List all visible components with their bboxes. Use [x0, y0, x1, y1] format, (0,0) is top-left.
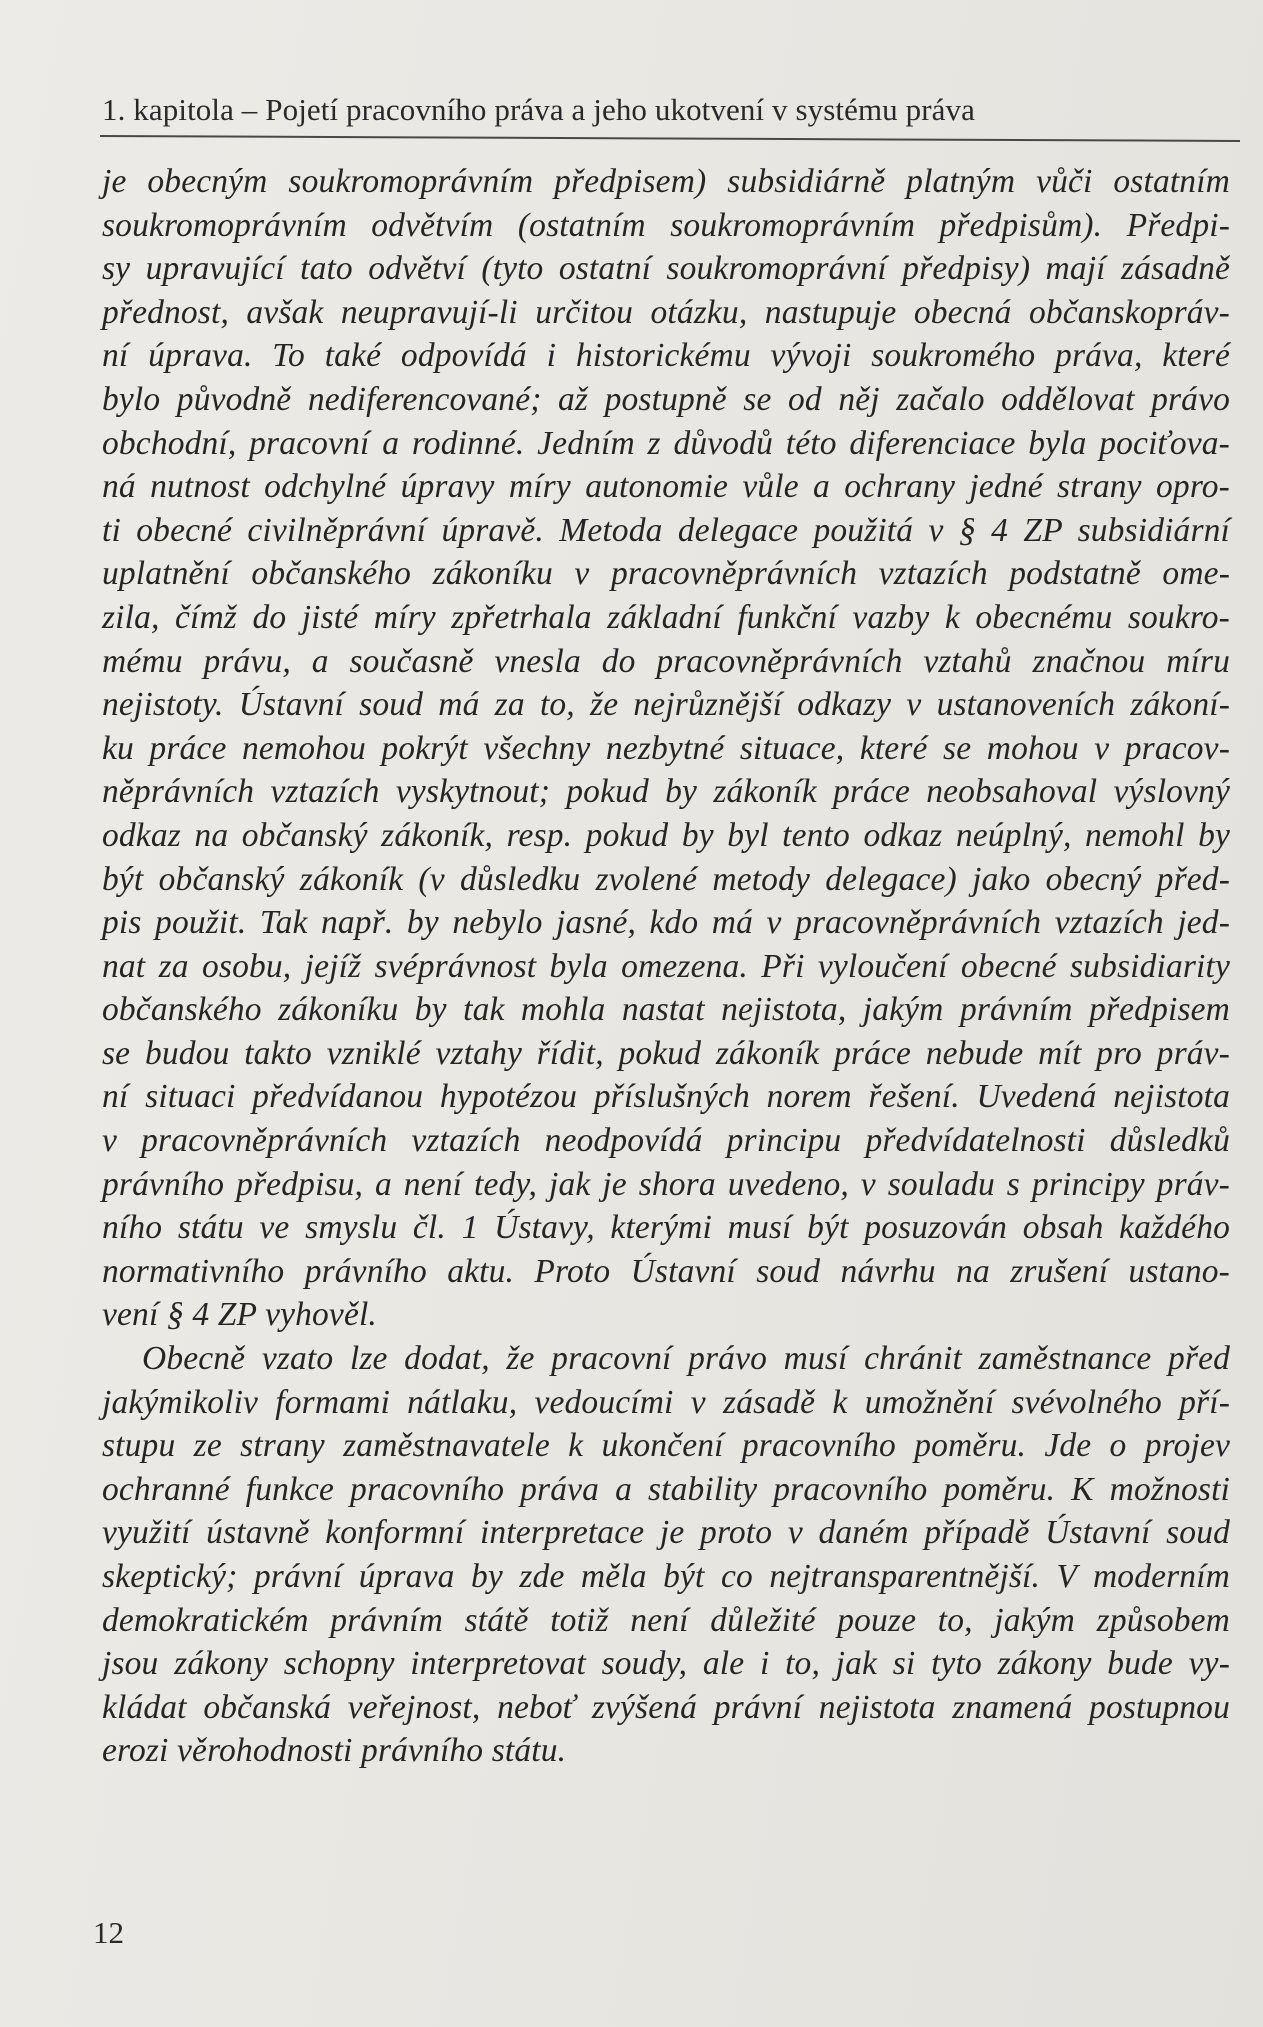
text-line: ní úprava. To také odpovídá i historickému vývoji soukromého práva, které — [102, 337, 1230, 375]
text-line: obchodní, pracovní a rodinné. Jedním z důvodů této diferenciace byla pociťova- — [102, 424, 1230, 462]
text-line: kládat občanská veřejnost, neboť zvýšená právní nejistota znamená postupnou — [102, 1688, 1230, 1726]
text-line: zila, čímž do jisté míry zpřetrhala základní funkční vazby k obecnému soukro- — [102, 598, 1230, 636]
text-line: pis použit. Tak např. by nebylo jasné, kdo má v pracovněprávních vztazích jed- — [102, 904, 1230, 942]
text-line: ochranné funkce pracovního práva a stability pracovního poměru. K možnosti — [102, 1470, 1230, 1508]
page-number: 12 — [93, 1915, 124, 1950]
text-line: normativního právního aktu. Proto Ústavní soud návrhu na zrušení ustano- — [102, 1252, 1230, 1290]
text-line: přednost, avšak neupravují-li určitou otázku, nastupuje obecná občanskopráv- — [102, 293, 1230, 331]
text-line: ku práce nemohou pokrýt všechny nezbytné situace, které se mohou v pracov- — [102, 729, 1230, 767]
text-line: mému právu, a současně vnesla do pracovněprávních vztahů značnou míru — [102, 642, 1230, 680]
text-line: Obecně vzato lze dodat, že pracovní právo musí chránit zaměstnance před — [142, 1340, 1230, 1378]
text-line: se budou takto vzniklé vztahy řídit, pokud zákoník práce nebude mít pro práv- — [102, 1034, 1230, 1072]
text-line: vení § 4 ZP vyhověl. — [102, 1296, 377, 1334]
text-line: ního státu ve smyslu čl. 1 Ústavy, kterými musí být posuzován obsah každého — [102, 1209, 1230, 1247]
paragraph-1 — [102, 160, 1230, 1337]
text-line: v pracovněprávních vztazích neodpovídá principu předvídatelnosti důsledků — [102, 1122, 1230, 1160]
text-line: jsou zákony schopny interpretovat soudy, ale i to, jak si tyto zákony bude vy- — [102, 1645, 1230, 1683]
paragraph-2 — [102, 1337, 1230, 1773]
text-line: stupu ze strany zaměstnavatele k ukončení pracovního poměru. Jde o projev — [102, 1427, 1230, 1465]
text-line: ti obecné civilněprávní úpravě. Metoda delegace použitá v § 4 ZP subsidiární — [102, 511, 1230, 549]
text-line: ní situaci předvídanou hypotézou příslušných norem řešení. Uvedená nejistota — [102, 1078, 1230, 1116]
text-line: soukromoprávním odvětvím (ostatním soukromoprávním předpisům). Předpi- — [102, 206, 1230, 244]
text-line: demokratickém právním státě totiž není důležité pouze to, jakým způsobem — [102, 1601, 1230, 1639]
text-line: právního předpisu, a není tedy, jak je shora uvedeno, v souladu s principy práv- — [102, 1165, 1230, 1203]
text-line: ná nutnost odchylné úpravy míry autonomie vůle a ochrany jedné strany opro- — [102, 468, 1230, 506]
body-text — [102, 160, 1230, 1773]
text-line: jakýmikoliv formami nátlaku, vedoucími v zásadě k umožnění svévolného pří- — [102, 1383, 1230, 1421]
text-line: uplatnění občanského zákoníku v pracovněprávních vztazích podstatně ome- — [102, 555, 1230, 593]
running-head: 1. kapitola – Pojetí pracovního práva a jeho ukotvení v systému práva — [102, 92, 975, 127]
text-line: sy upravující tato odvětví (tyto ostatní soukromoprávní předpisy) mají zásadně — [102, 250, 1230, 288]
text-line: něprávních vztazích vyskytnout; pokud by zákoník práce neobsahoval výslovný — [102, 773, 1230, 811]
text-line: občanského zákoníku by tak mohla nastat nejistota, jakým právním předpisem — [102, 991, 1230, 1029]
text-line: nat za osobu, jejíž svéprávnost byla omezena. Při vyloučení obecné subsidiarity — [102, 947, 1230, 985]
text-line: bylo původně nediferencované; až postupně se od něj začalo oddělovat právo — [102, 380, 1230, 418]
header-rule — [100, 135, 1240, 142]
text-line: být občanský zákoník (v důsledku zvolené metody delegace) jako obecný před- — [102, 860, 1230, 898]
text-line: erozi věrohodnosti právního státu. — [102, 1732, 567, 1770]
text-line: odkaz na občanský zákoník, resp. pokud by byl tento odkaz neúplný, nemohl by — [102, 816, 1230, 854]
text-line: je obecným soukromoprávním předpisem) subsidiárně platným vůči ostatním — [102, 163, 1230, 200]
text-line: skeptický; právní úprava by zde měla být co nejtransparentnější. V moderním — [102, 1558, 1230, 1595]
text-line: využití ústavně konformní interpretace je proto v daném případě Ústavní soud — [102, 1514, 1230, 1552]
text-line: nejistoty. Ústavní soud má za to, že nejrůznější odkazy v ustanoveních zákoní- — [102, 686, 1230, 724]
